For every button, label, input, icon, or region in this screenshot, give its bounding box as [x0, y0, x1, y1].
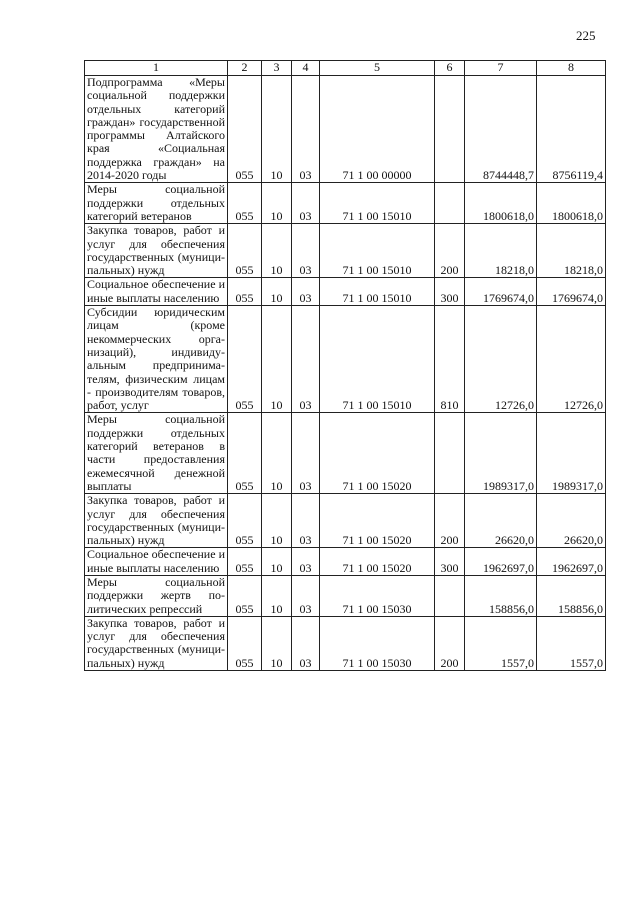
row-name: Меры социальной поддержки отдельных категорий ветеранов в части предоставления ежемесячной денежной выплаты [85, 413, 228, 494]
amount-col8-cell: 1962697,0 [537, 548, 606, 576]
section-cell: 10 [262, 575, 292, 616]
amount-col8-cell: 1800618,0 [537, 183, 606, 224]
expense-type-cell: 300 [435, 278, 465, 306]
amount-col7-cell: 1989317,0 [465, 413, 537, 494]
table-row [85, 183, 606, 224]
column-header: 3 [262, 61, 292, 76]
target-article-cell: 71 1 00 15010 [320, 224, 435, 278]
expense-type-cell: 200 [435, 224, 465, 278]
amount-col8-cell: 12726,0 [537, 306, 606, 413]
target-article-cell: 71 1 00 15010 [320, 306, 435, 413]
table-row [85, 306, 606, 413]
amount-col8-cell: 1769674,0 [537, 278, 606, 306]
amount-col8-cell: 8756119,4 [537, 76, 606, 183]
section-cell: 10 [262, 278, 292, 306]
amount-col7-cell: 1962697,0 [465, 548, 537, 576]
target-article-cell: 71 1 00 15010 [320, 183, 435, 224]
section-cell: 10 [262, 548, 292, 576]
amount-col8-cell: 26620,0 [537, 494, 606, 548]
row-name: Подпрограмма «Меры социальной поддержки отдельных категорий граждан» государственной программы Алтайского края «Социальная поддержка граждан» на 2014-2020 годы [85, 76, 228, 183]
section-cell: 10 [262, 494, 292, 548]
table-row [85, 494, 606, 548]
amount-col7-cell: 8744448,7 [465, 76, 537, 183]
subsection-cell: 03 [292, 183, 320, 224]
subsection-cell: 03 [292, 76, 320, 183]
target-article-cell: 71 1 00 15010 [320, 278, 435, 306]
amount-col7-cell: 18218,0 [465, 224, 537, 278]
admin-code-cell: 055 [228, 183, 262, 224]
table-row [85, 76, 606, 183]
section-cell: 10 [262, 413, 292, 494]
header-row [85, 61, 606, 76]
admin-code-cell: 055 [228, 76, 262, 183]
amount-col8-cell: 1557,0 [537, 616, 606, 670]
amount-col8-cell: 18218,0 [537, 224, 606, 278]
expense-type-cell: 810 [435, 306, 465, 413]
budget-table [84, 60, 606, 671]
table-row [85, 224, 606, 278]
section-cell: 10 [262, 616, 292, 670]
section-cell: 10 [262, 183, 292, 224]
row-name: Социальное обеспечение и иные выплаты населению [85, 548, 228, 576]
target-article-cell: 71 1 00 15020 [320, 548, 435, 576]
row-name: Социальное обеспечение и иные выплаты населению [85, 278, 228, 306]
section-cell: 10 [262, 224, 292, 278]
admin-code-cell: 055 [228, 306, 262, 413]
target-article-cell: 71 1 00 00000 [320, 76, 435, 183]
expense-type-cell: 200 [435, 616, 465, 670]
column-header: 2 [228, 61, 262, 76]
amount-col7-cell: 1557,0 [465, 616, 537, 670]
target-article-cell: 71 1 00 15030 [320, 575, 435, 616]
amount-col7-cell: 26620,0 [465, 494, 537, 548]
amount-col7-cell: 12726,0 [465, 306, 537, 413]
column-header: 1 [85, 61, 228, 76]
subsection-cell: 03 [292, 494, 320, 548]
expense-type-cell [435, 575, 465, 616]
column-header: 5 [320, 61, 435, 76]
row-name: Меры социальной поддержки жертв политических репрессий [85, 575, 228, 616]
column-header: 7 [465, 61, 537, 76]
subsection-cell: 03 [292, 548, 320, 576]
amount-col7-cell: 1800618,0 [465, 183, 537, 224]
expense-type-cell [435, 76, 465, 183]
amount-col7-cell: 1769674,0 [465, 278, 537, 306]
table-row [85, 616, 606, 670]
admin-code-cell: 055 [228, 575, 262, 616]
expense-type-cell [435, 183, 465, 224]
row-name: Закупка товаров, работ и услуг для обеспечения государственных (муниципальных) нужд [85, 494, 228, 548]
column-header: 4 [292, 61, 320, 76]
target-article-cell: 71 1 00 15030 [320, 616, 435, 670]
table-row [85, 278, 606, 306]
subsection-cell: 03 [292, 413, 320, 494]
column-header: 6 [435, 61, 465, 76]
section-cell: 10 [262, 306, 292, 413]
target-article-cell: 71 1 00 15020 [320, 413, 435, 494]
row-name: Закупка товаров, работ и услуг для обеспечения государственных (муниципальных) нужд [85, 616, 228, 670]
row-name: Закупка товаров, работ и услуг для обеспечения государственных (муниципальных) нужд [85, 224, 228, 278]
amount-col8-cell: 1989317,0 [537, 413, 606, 494]
amount-col8-cell: 158856,0 [537, 575, 606, 616]
admin-code-cell: 055 [228, 616, 262, 670]
admin-code-cell: 055 [228, 224, 262, 278]
amount-col7-cell: 158856,0 [465, 575, 537, 616]
admin-code-cell: 055 [228, 278, 262, 306]
admin-code-cell: 055 [228, 548, 262, 576]
subsection-cell: 03 [292, 224, 320, 278]
expense-type-cell [435, 413, 465, 494]
column-header: 8 [537, 61, 606, 76]
admin-code-cell: 055 [228, 494, 262, 548]
page-number: 225 [576, 28, 596, 43]
section-cell: 10 [262, 76, 292, 183]
table-row [85, 413, 606, 494]
target-article-cell: 71 1 00 15020 [320, 494, 435, 548]
expense-type-cell: 200 [435, 494, 465, 548]
row-name: Меры социальной поддержки отдельных категорий ветеранов [85, 183, 228, 224]
admin-code-cell: 055 [228, 413, 262, 494]
row-name: Субсидии юридическим лицам (кроме некоммерческих организаций), индивидуальным предпринимателям, физическим лицам - производителям товаров, работ, услуг [85, 306, 228, 413]
subsection-cell: 03 [292, 278, 320, 306]
subsection-cell: 03 [292, 306, 320, 413]
subsection-cell: 03 [292, 575, 320, 616]
table-row [85, 548, 606, 576]
table-row [85, 575, 606, 616]
subsection-cell: 03 [292, 616, 320, 670]
expense-type-cell: 300 [435, 548, 465, 576]
